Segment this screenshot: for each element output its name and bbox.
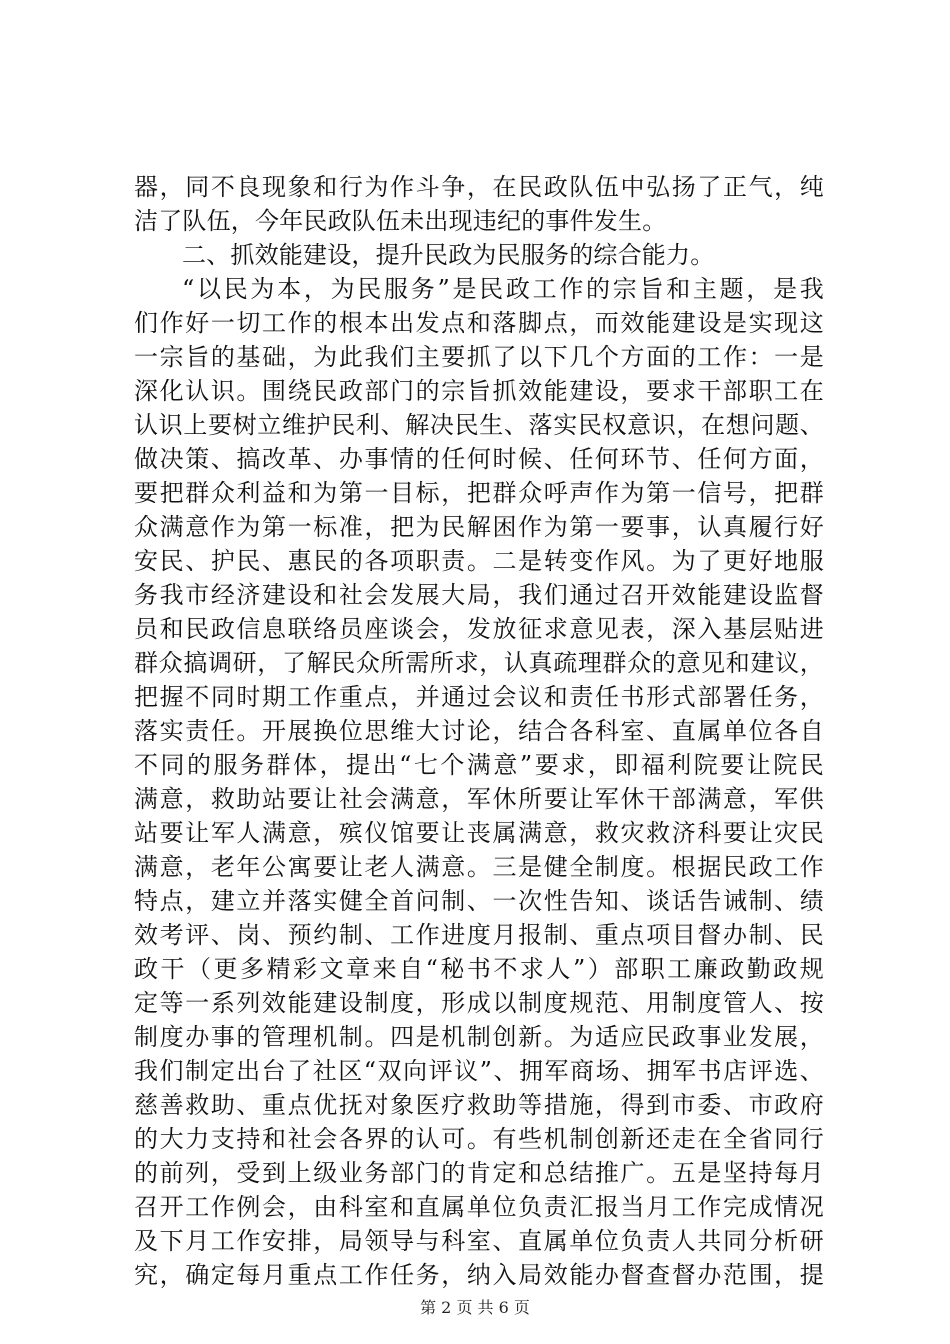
text-line-30: 的前列，受到上级业务部门的肯定和总结推广。五是坚持每月 [134,1159,824,1187]
text-line-13: 务我市经济建设和社会发展大局，我们通过召开效能建设监督 [134,581,824,609]
text-line-18: 不同的服务群体，提出“七个满意”要求，即福利院要让院民 [134,751,824,779]
text-line-26: 制度办事的管理机制。四是机制创新。为适应民政事业发展， [134,1023,824,1051]
text-line-11: 众满意作为第一标准，把为民解困作为第一要事，认真履行好 [134,513,824,541]
text-line-20: 站要让军人满意，殡仪馆要让丧属满意，救灾救济科要让灾民 [134,819,824,847]
text-line-29: 的大力支持和社会各界的认可。有些机制创新还走在全省同行 [134,1125,824,1153]
text-line-4: “以民为本，为民服务”是民政工作的宗旨和主题，是我 [182,275,824,303]
text-line-6: 一宗旨的基础，为此我们主要抓了以下几个方面的工作：一是 [134,343,824,371]
text-line-19: 满意，救助站要让社会满意，军休所要让军休干部满意，军供 [134,785,824,813]
text-line-25: 定等一系列效能建设制度，形成以制度规范、用制度管人、按 [134,989,824,1017]
text-line-32: 及下月工作安排，局领导与科室、直属单位负责人共同分析研 [134,1227,824,1255]
text-line-15: 群众搞调研，了解民众所需所求，认真疏理群众的意见和建议， [134,649,824,677]
text-line-24: 政干（更多精彩文章来自“秘书不求人”）部职工廉政勤政规 [134,955,824,983]
page-number-footer: 第 2 页 共 6 页 [420,1298,530,1317]
text-line-2: 洁了队伍，今年民政队伍未出现违纪的事件发生。 [134,207,667,235]
text-line-27: 我们制定出台了社区“双向评议”、拥军商场、拥军书店评选、 [134,1057,824,1085]
text-line-23: 效考评、岗、预约制、工作进度月报制、重点项目督办制、民 [134,921,824,949]
text-line-14: 员和民政信息联络员座谈会，发放征求意见表，深入基层贴进 [134,615,824,643]
text-line-5: 们作好一切工作的根本出发点和落脚点，而效能建设是实现这 [134,309,824,337]
text-line-28: 慈善救助、重点优抚对象医疗救助等措施，得到市委、市政府 [134,1091,824,1119]
document-body [134,170,824,1292]
text-line-10: 要把群众利益和为第一目标，把群众呼声作为第一信号，把群 [134,479,824,507]
text-line-1: 器，同不良现象和行为作斗争，在民政队伍中弘扬了正气，纯 [134,173,824,201]
text-line-12: 安民、护民、惠民的各项职责。二是转变作风。为了更好地服 [134,547,824,575]
text-line-21: 满意，老年公寓要让老人满意。三是健全制度。根据民政工作 [134,853,824,881]
text-line-17: 落实责任。开展换位思维大讨论，结合各科室、直属单位各自 [134,717,824,745]
text-line-33: 究，确定每月重点工作任务，纳入局效能办督查督办范围，提 [134,1261,824,1289]
section-heading: 二、抓效能建设，提升民政为民服务的综合能力。 [182,241,715,269]
text-line-22: 特点，建立并落实健全首问制、一次性告知、谈话告诫制、绩 [134,887,824,915]
text-line-31: 召开工作例会，由科室和直属单位负责汇报当月工作完成情况 [134,1193,824,1221]
text-line-8: 认识上要树立维护民利、解决民生、落实民权意识，在想问题、 [134,411,824,439]
text-line-7: 深化认识。围绕民政部门的宗旨抓效能建设，要求干部职工在 [134,377,824,405]
text-line-16: 把握不同时期工作重点，并通过会议和责任书形式部署任务， [134,683,824,711]
text-line-9: 做决策、搞改革、办事情的任何时候、任何环节、任何方面， [134,445,824,473]
